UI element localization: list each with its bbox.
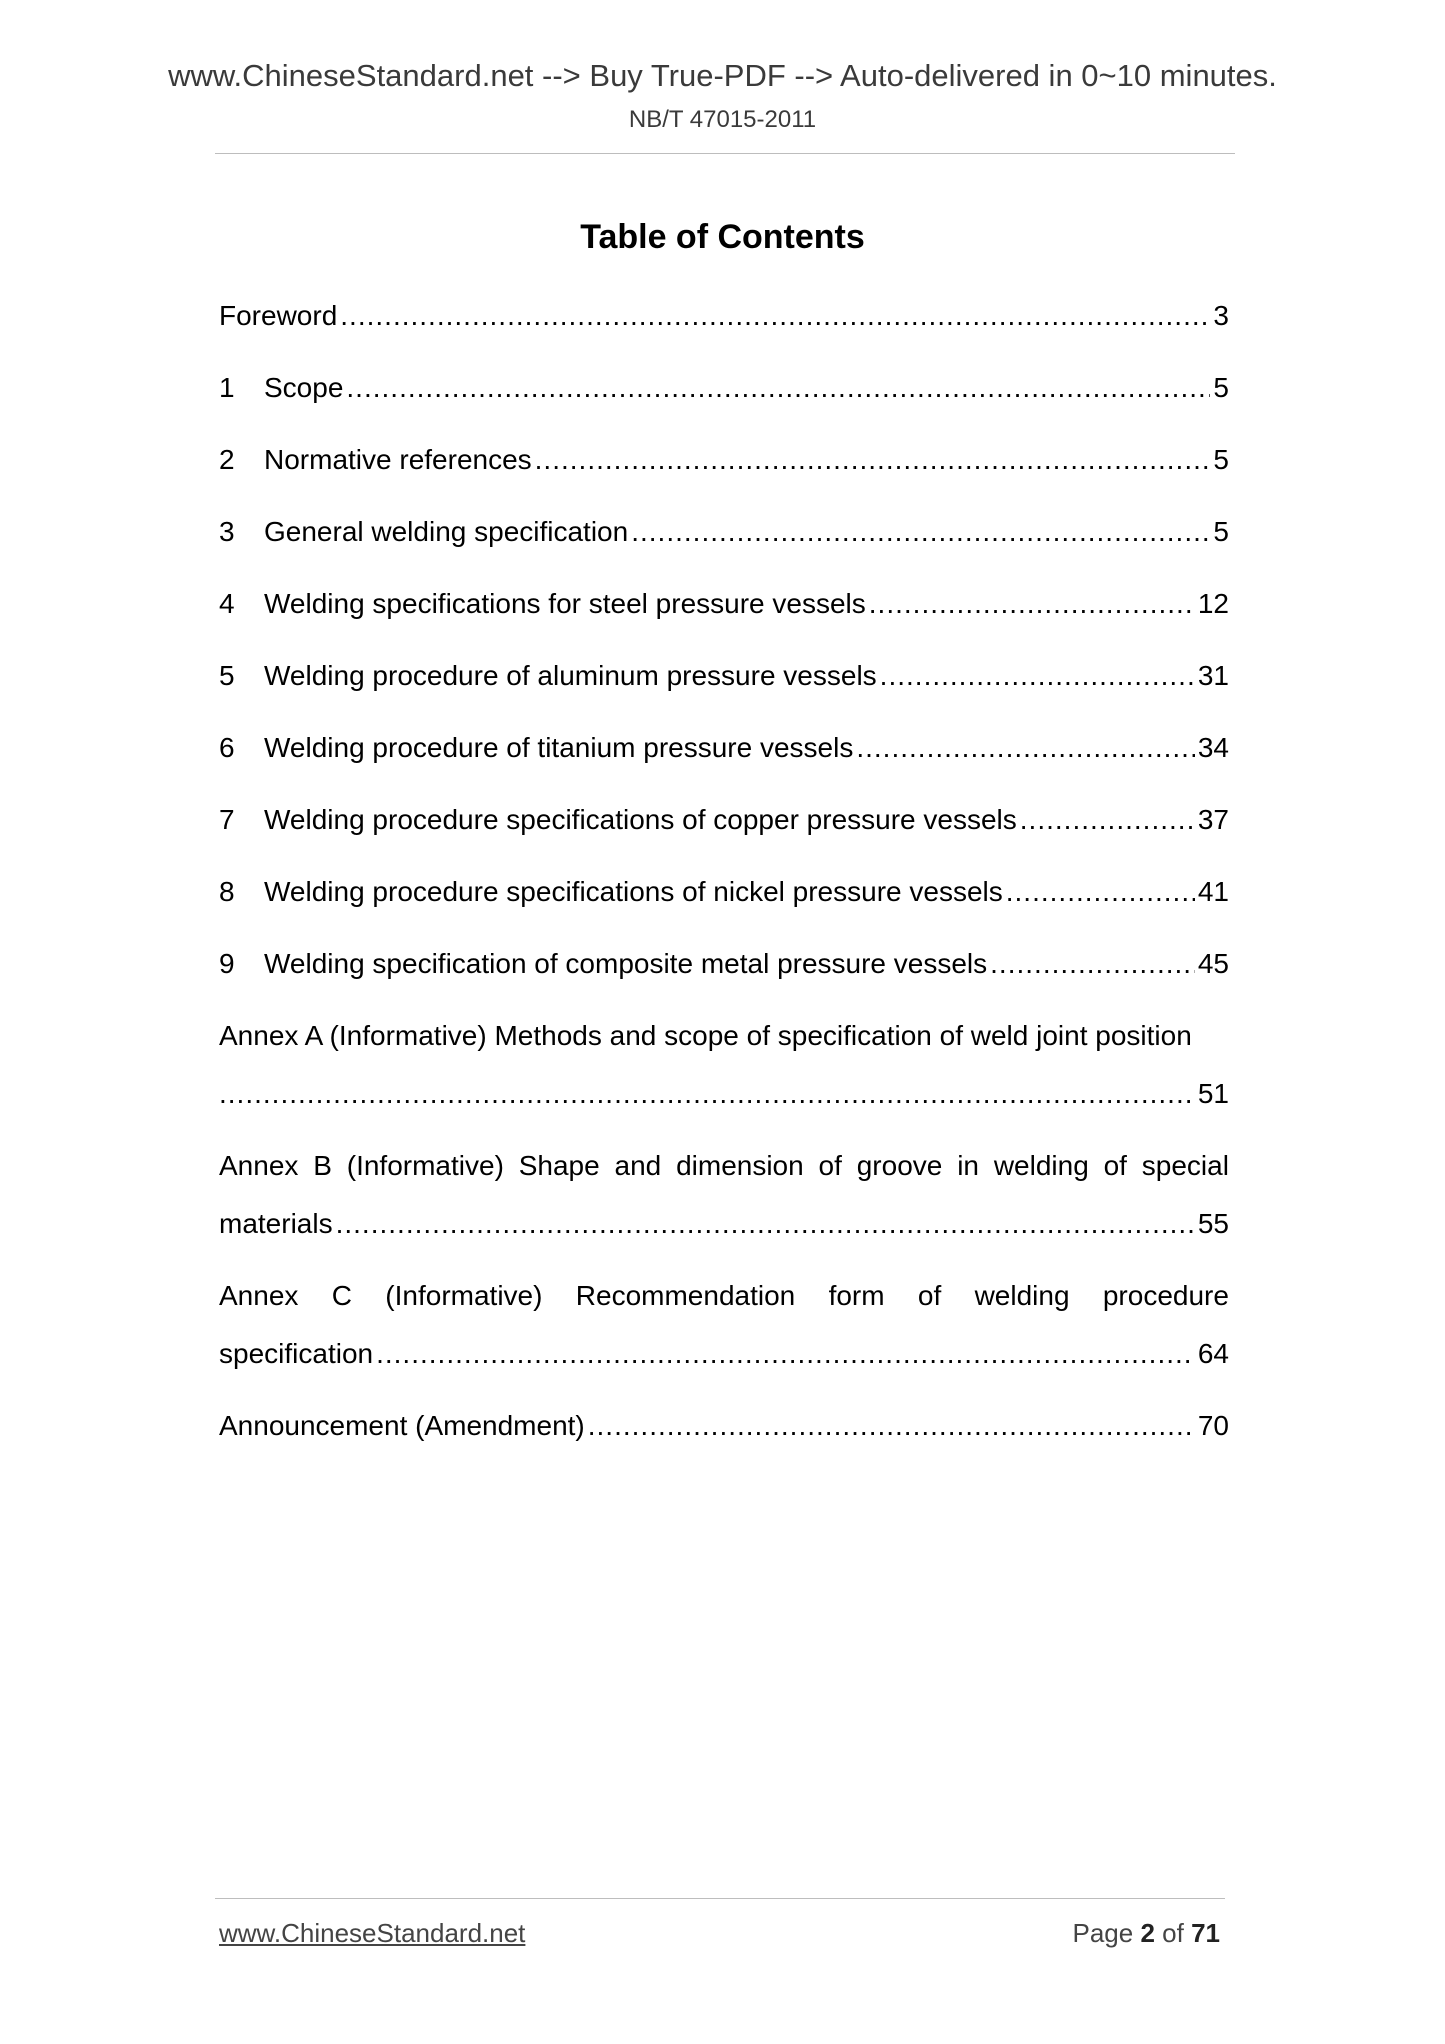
toc-entry-page: 34 <box>1197 732 1229 763</box>
dot-leader <box>346 372 1210 404</box>
toc-entry-9[interactable] <box>219 948 1229 988</box>
toc-entry-number: 3 <box>219 516 235 547</box>
toc-entry-number: 2 <box>219 444 235 475</box>
toc-entry-annex-c-leader[interactable] <box>219 1338 1229 1378</box>
word: procedure <box>1102 1280 1229 1311</box>
toc-entry-number: 9 <box>219 948 235 979</box>
dot-leader <box>340 300 1210 332</box>
toc-entry-announcement[interactable] <box>219 1410 1229 1450</box>
toc-entry-page: 12 <box>1197 588 1229 619</box>
dot-leader <box>535 444 1211 476</box>
toc-entry-3[interactable] <box>219 516 1229 556</box>
word: Annex <box>219 1280 299 1311</box>
toc-entry-label: Normative references <box>264 444 532 475</box>
word: Shape <box>518 1150 600 1181</box>
header-divider <box>215 153 1235 154</box>
toc-entry-page: 70 <box>1197 1410 1229 1441</box>
toc-entry-page: 37 <box>1197 804 1229 835</box>
toc-entry-6[interactable] <box>219 732 1229 772</box>
toc-entry-2[interactable] <box>219 444 1229 484</box>
toc-entry-annex-c[interactable] <box>219 1280 1229 1320</box>
toc-entry-annex-a-leader[interactable] <box>219 1078 1229 1118</box>
dot-leader <box>1020 804 1195 836</box>
toc-entry-number: 4 <box>219 588 235 619</box>
header-banner: www.ChineseStandard.net --> Buy True-PDF --> Auto-delivered in 0~10 minutes. <box>168 58 1277 93</box>
word: welding <box>974 1280 1070 1311</box>
toc-entry-page: 5 <box>1213 372 1229 403</box>
toc-title: Table of Contents <box>580 218 865 256</box>
toc-entry-number: 5 <box>219 660 235 691</box>
dot-leader <box>219 1078 1195 1110</box>
toc-entry-page: 31 <box>1197 660 1229 691</box>
word: of <box>917 1280 942 1311</box>
toc-entry-number: 1 <box>219 372 235 403</box>
word: dimension <box>676 1150 804 1181</box>
toc-entry-label: Welding procedure of titanium pressure vessels <box>264 732 854 763</box>
word: and <box>614 1150 662 1181</box>
word: of <box>1103 1150 1127 1181</box>
toc-entry-label: Welding specification of composite metal pressure vessels <box>264 948 988 979</box>
toc-entry-number: 7 <box>219 804 235 835</box>
toc-entry-page: 5 <box>1213 444 1229 475</box>
toc-entry-5[interactable] <box>219 660 1229 700</box>
toc-entry-label: materials <box>219 1208 333 1239</box>
toc-entry-annex-b-leader[interactable] <box>219 1208 1229 1248</box>
dot-leader <box>990 948 1195 980</box>
dot-leader <box>869 588 1195 620</box>
toc-entry-4[interactable] <box>219 588 1229 628</box>
word: in <box>957 1150 979 1181</box>
page-of: of <box>1162 1918 1184 1948</box>
word: B <box>313 1150 332 1181</box>
word: C <box>331 1280 352 1311</box>
dot-leader <box>588 1410 1195 1442</box>
toc-entry-page: 45 <box>1197 948 1229 979</box>
dot-leader <box>880 660 1195 692</box>
toc-entry-annex-a[interactable] <box>219 1020 1229 1060</box>
toc-entry-label: Welding procedure specifications of nickel pressure vessels <box>264 876 1003 907</box>
word: Recommendation <box>575 1280 796 1311</box>
toc-entry-page: 41 <box>1197 876 1229 907</box>
document-code: NB/T 47015-2011 <box>628 106 817 133</box>
word: special <box>1141 1150 1229 1181</box>
word: groove <box>856 1150 943 1181</box>
toc-entry-number: 6 <box>219 732 235 763</box>
footer-divider <box>215 1898 1225 1899</box>
toc-entry-1[interactable] <box>219 372 1229 412</box>
toc-entry-label: Scope <box>264 372 344 403</box>
page-total: 71 <box>1191 1918 1220 1948</box>
dot-leader <box>631 516 1210 548</box>
toc-entry-label: Welding specifications for steel pressure vessels <box>264 588 866 619</box>
toc-entry-page: 64 <box>1197 1338 1229 1369</box>
dot-leader <box>336 1208 1195 1240</box>
toc-entry-label: General welding specification <box>264 516 629 547</box>
toc-entry-label: Welding procedure of aluminum pressure vessels <box>264 660 877 691</box>
toc-entry-label: Announcement (Amendment) <box>219 1410 585 1441</box>
word: (Informative) <box>346 1150 504 1181</box>
page-indicator <box>1072 1918 1220 1949</box>
toc-entry-page: 3 <box>1213 300 1229 331</box>
toc-entry-foreword[interactable] <box>219 300 1229 340</box>
toc-entry-label: Welding procedure specifications of copper pressure vessels <box>264 804 1017 835</box>
dot-leader <box>1006 876 1195 908</box>
toc-entry-8[interactable] <box>219 876 1229 916</box>
word: (Informative) <box>385 1280 543 1311</box>
word: form <box>828 1280 885 1311</box>
toc-entry-number: 8 <box>219 876 235 907</box>
footer-website-link[interactable]: www.ChineseStandard.net <box>219 1918 526 1948</box>
page-prefix: Page <box>1072 1918 1134 1948</box>
dot-leader <box>856 732 1195 764</box>
toc-entry-label: Annex A (Informative) Methods and scope of specification of weld joint position <box>219 1020 1192 1051</box>
word: welding <box>993 1150 1089 1181</box>
page-current: 2 <box>1140 1918 1155 1948</box>
toc-entry-page: 55 <box>1197 1208 1229 1239</box>
toc-entry-annex-b[interactable] <box>219 1150 1229 1190</box>
toc-entry-label: Foreword <box>219 300 338 331</box>
toc-entry-page: 51 <box>1197 1078 1229 1109</box>
word: of <box>818 1150 842 1181</box>
word: Annex <box>219 1150 299 1181</box>
dot-leader <box>376 1338 1195 1370</box>
toc-entry-page: 5 <box>1213 516 1229 547</box>
toc-entry-label: specification <box>219 1338 374 1369</box>
toc-entry-7[interactable] <box>219 804 1229 844</box>
